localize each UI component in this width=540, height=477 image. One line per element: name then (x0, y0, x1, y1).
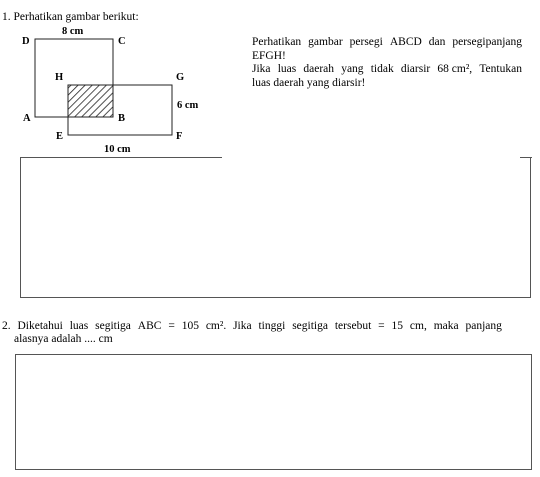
answer-box-2[interactable] (15, 354, 532, 470)
word: tidak (370, 63, 394, 75)
word: dan (428, 36, 446, 48)
description-line-2: EFGH! (252, 49, 286, 62)
question-1-description (252, 36, 522, 90)
vertex-h: H (55, 72, 64, 83)
dimension-right: 6 cm (177, 100, 199, 111)
word: panjang (465, 320, 502, 332)
word: yang (341, 63, 364, 75)
shaded-region (68, 85, 113, 117)
word: 2. (2, 320, 11, 332)
vertex-e: E (56, 131, 64, 142)
question-2-line-2: alasnya adalah .... cm (14, 333, 113, 345)
vertex-g: G (176, 72, 185, 83)
description-line-3 (252, 63, 522, 77)
word: luas (69, 320, 89, 332)
vertex-a: A (23, 113, 31, 124)
description-line-1 (252, 36, 522, 50)
word: gambar (308, 36, 343, 48)
description-line-4: luas daerah yang diarsir! (252, 76, 366, 89)
word: luas (277, 63, 297, 75)
word: daerah (303, 63, 335, 75)
word: = (378, 320, 385, 332)
square-rectangle-figure (0, 0, 200, 160)
word: Jika (252, 63, 271, 75)
word: ABC (137, 320, 162, 332)
word: segitiga (292, 320, 328, 332)
vertex-c: C (118, 36, 126, 47)
word: cm². (205, 320, 227, 332)
word: diarsir (400, 63, 431, 75)
word: persegipanjang (452, 36, 522, 48)
word: Perhatikan (252, 36, 302, 48)
word: Tentukan (479, 63, 522, 75)
answer-box-1[interactable] (20, 157, 531, 298)
word: tinggi (258, 320, 286, 332)
vertex-d: D (22, 36, 30, 47)
vertex-b: B (118, 113, 126, 124)
word: = (168, 320, 175, 332)
word: segitiga (95, 320, 131, 332)
answer-box-1-gap (222, 155, 520, 159)
question-2-line-1 (2, 320, 502, 333)
question-1-title: 1. Perhatikan gambar berikut: (2, 11, 139, 23)
word: persegi (349, 36, 383, 48)
vertex-f: F (176, 131, 183, 142)
word: ABCD (389, 36, 422, 48)
dimension-top: 8 cm (62, 26, 84, 37)
word: maka (433, 320, 459, 332)
word: cm, (409, 320, 427, 332)
word: 68 cm², (437, 63, 473, 75)
word: 105 (181, 320, 199, 332)
dimension-bottom: 10 cm (104, 144, 131, 155)
word: 15 (391, 320, 404, 332)
word: tersebut (334, 320, 372, 332)
word: Diketahui (17, 320, 63, 332)
question-2 (2, 320, 502, 346)
answer-box-1-tick (520, 157, 532, 158)
word: Jika (233, 320, 252, 332)
